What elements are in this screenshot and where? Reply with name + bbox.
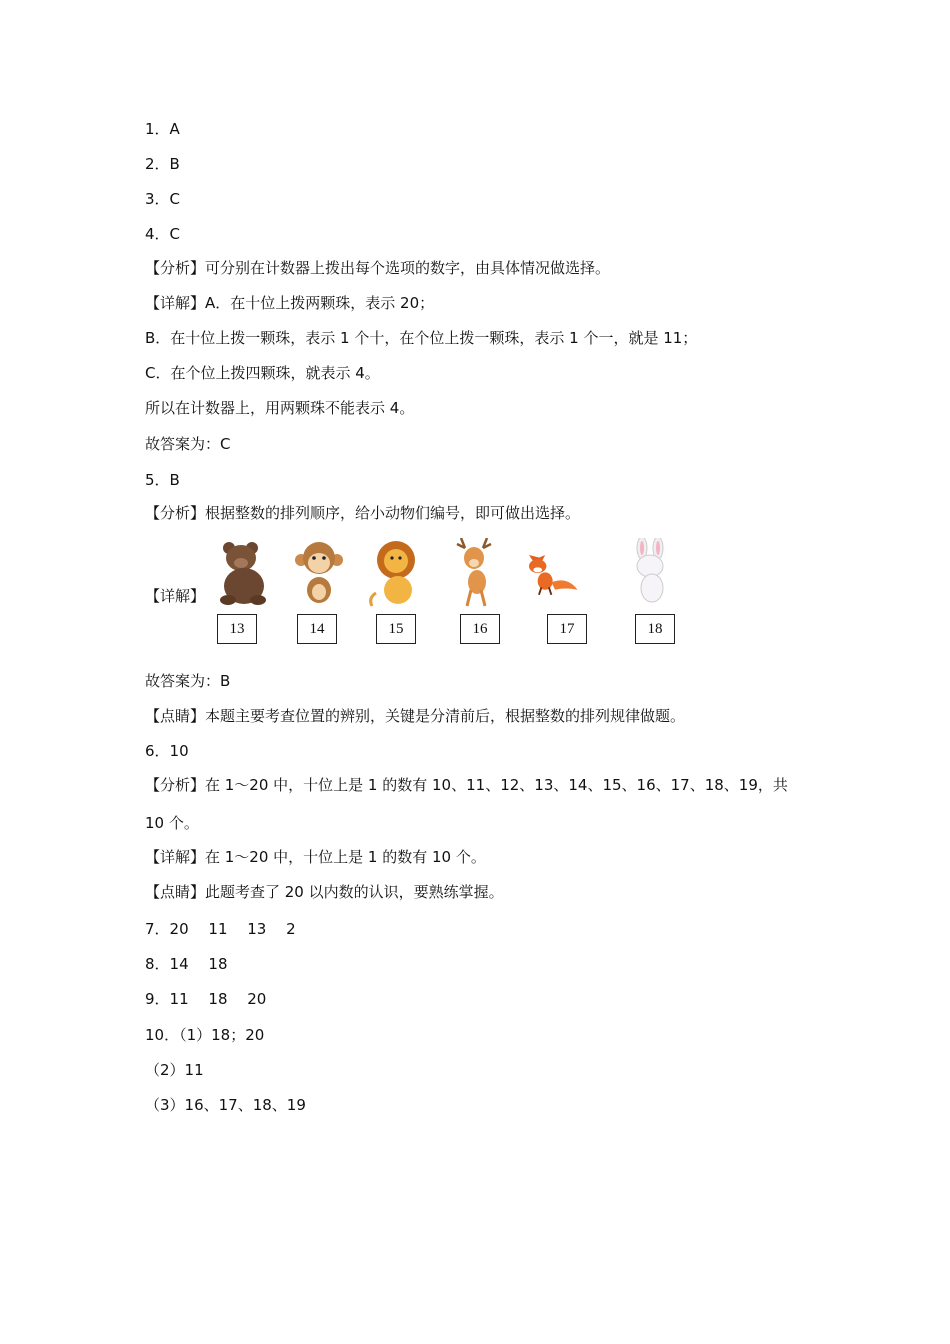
number-box: 16 (460, 614, 500, 644)
number-box: 17 (547, 614, 587, 644)
answer-7: 7．20 11 13 2 (145, 920, 296, 938)
answer-2: 2．B (145, 155, 180, 173)
rabbit-icon (624, 538, 680, 608)
answer-4-final: 故答案为：C (145, 435, 231, 453)
bear-icon (214, 538, 270, 608)
answer-6: 6．10 (145, 742, 189, 760)
answer-4-detail: 【详解】A．在十位上拨两颗珠，表示 20； (145, 294, 435, 312)
number-box: 15 (376, 614, 416, 644)
answer-5-detail-label: 【详解】 (145, 587, 206, 605)
monkey-icon (291, 538, 347, 608)
deer-icon (447, 538, 503, 608)
answer-10-3: （3）16、17、18、19 (145, 1096, 306, 1114)
answer-4-conclusion: 所以在计数器上，用两颗珠不能表示 4。 (145, 399, 415, 417)
answer-4-option-b: B．在十位上拨一颗珠，表示 1 个十，在个位上拨一颗珠，表示 1 个一，就是 11； (145, 329, 698, 347)
answer-5: 5．B (145, 471, 180, 489)
answer-4-analysis: 【分析】可分别在计数器上拨出每个选项的数字，由具体情况做选择。 (145, 259, 611, 277)
answer-6-detail: 【详解】在 1～20 中，十位上是 1 的数有 10 个。 (145, 848, 486, 866)
answer-5-analysis: 【分析】根据整数的排列顺序，给小动物们编号，即可做出选择。 (145, 504, 581, 522)
answer-8: 8．14 18 (145, 955, 228, 973)
lion-icon (366, 538, 422, 608)
number-box: 13 (217, 614, 257, 644)
answer-1: 1．A (145, 120, 180, 138)
answer-6-analysis-cont: 10 个。 (145, 814, 199, 832)
answer-4: 4．C (145, 225, 181, 243)
answer-5-final: 故答案为：B (145, 672, 231, 690)
answer-4-option-c: C．在个位上拨四颗珠，就表示 4。 (145, 364, 380, 382)
answer-6-point: 【点睛】此题考查了 20 以内数的认识，要熟练掌握。 (145, 883, 504, 901)
answer-3: 3．C (145, 190, 181, 208)
number-box: 14 (297, 614, 337, 644)
answer-6-analysis: 【分析】在 1～20 中，十位上是 1 的数有 10、11、12、13、14、15、16、17、18、19，共 (145, 776, 788, 794)
fox-icon (524, 538, 580, 608)
answer-10-1: 10．（1）18；20 (145, 1026, 265, 1044)
answer-5-point: 【点睛】本题主要考查位置的辨别，关键是分清前后，根据整数的排列规律做题。 (145, 707, 686, 725)
answer-10-2: （2）11 (145, 1061, 204, 1079)
answer-9: 9．11 18 20 (145, 990, 267, 1008)
number-box: 18 (635, 614, 675, 644)
